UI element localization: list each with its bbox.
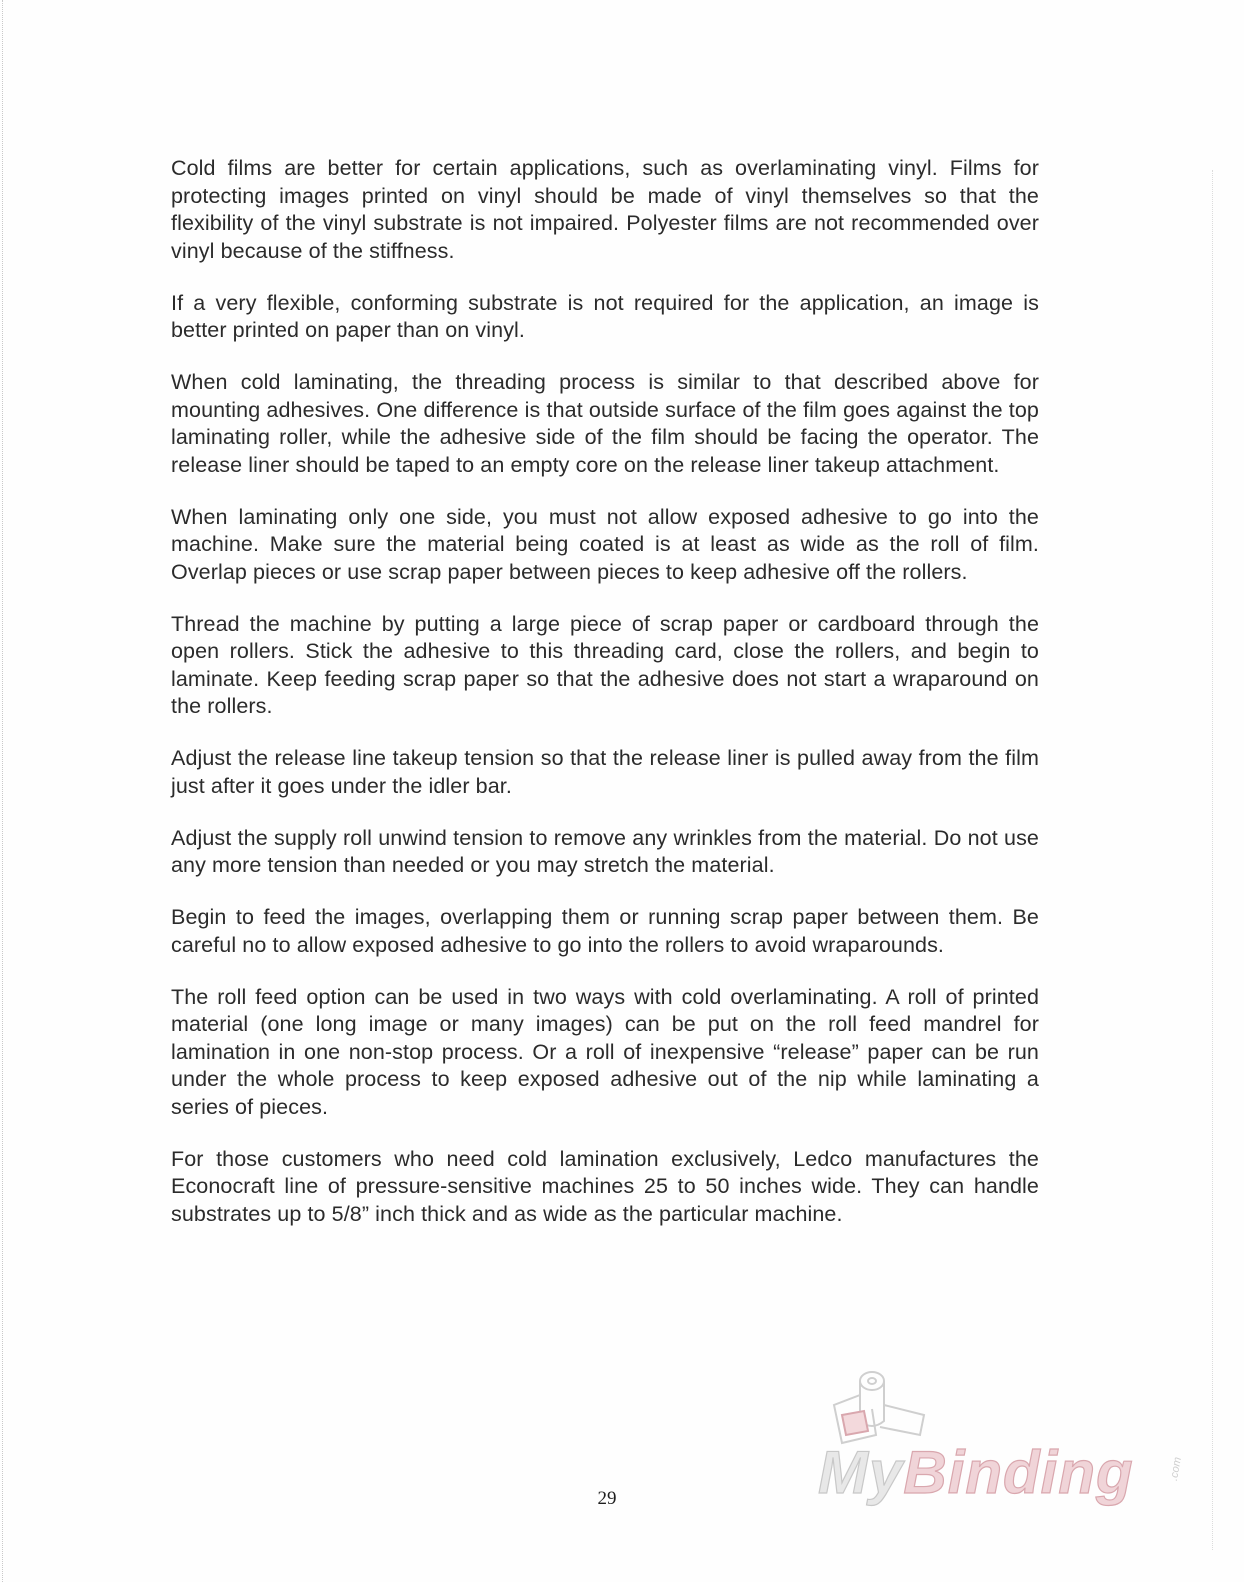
paragraph-cold-films: Cold films are better for certain applications, such as overlaminating vinyl. Films for protecting images printed on vinyl should be made of vinyl themselves so that the flexibility of the vinyl substrate is not impaired. Polyester films are not recommended over vinyl because of the stiffness. xyxy=(171,156,1039,263)
watermark-suffix: .com xyxy=(1167,1456,1184,1482)
watermark-brand-part1: My xyxy=(818,1439,904,1506)
paragraph-econocraft: For those customers who need cold lamination exclusively, Ledco manufactures the Econocraft line of pressure-sensitive machines 25 to 50 inches wide. They can handle substrates up to 5/8” inch thick and as wide as the particular machine. xyxy=(171,1146,1039,1226)
paragraph-threading-process: When cold laminating, the threading process is similar to that described above for mounting adhesives. One difference is that outside surface of the film goes against the top laminating roller, while the adhesive side of the film should be facing the operator. The release liner should be taped to an empty core on the release liner takeup attachment. xyxy=(171,370,1039,477)
paper-roll-logo-icon xyxy=(820,1365,940,1449)
watermark-brand-part2: Binding xyxy=(903,1439,1134,1506)
paragraph-feed-images: Begin to feed the images, overlapping them or running scrap paper between them. Be careful no to allow exposed adhesive to go into the rollers to avoid wraparounds. xyxy=(171,905,1039,957)
paragraph-flexible-substrate: If a very flexible, conforming substrate is not required for the application, an image is better printed on paper than on vinyl. xyxy=(171,290,1039,342)
paragraph-takeup-tension: Adjust the release line takeup tension so that the release liner is pulled away from the film just after it goes under the idler bar. xyxy=(171,746,1039,798)
paragraph-unwind-tension: Adjust the supply roll unwind tension to remove any wrinkles from the material. Do not use any more tension than needed or you may stretch the material. xyxy=(171,825,1039,877)
scan-edge-right xyxy=(1212,170,1214,1550)
watermark-brand xyxy=(818,1439,1134,1506)
paragraph-roll-feed-option: The roll feed option can be used in two ways with cold overlaminating. A roll of printed material (one long image or many images) can be put on the roll feed mandrel for lamination in one non-stop process. Or a roll of inexpensive “release” paper can be run under the whole process to keep exposed adhesive out of the nip while laminating a series of pieces. xyxy=(171,984,1039,1119)
paragraph-one-side-lamination: When laminating only one side, you must not allow exposed adhesive to go into the machine. Make sure the material being coated is at least as wide as the roll of film. Overlap pieces or use scrap paper between pieces to keep adhesive off the rollers. xyxy=(171,504,1039,584)
mybinding-watermark xyxy=(812,1365,1202,1515)
paragraph-thread-machine: Thread the machine by putting a large piece of scrap paper or cardboard through the open rollers. Stick the adhesive to this threading card, close the rollers, and begin to laminate. Keep feeding scrap paper so that the adhesive does not start a wraparound on the rollers. xyxy=(171,611,1039,718)
scan-edge-left xyxy=(2,0,4,1582)
page-body xyxy=(171,155,1039,1253)
page-number: 29 xyxy=(597,1488,617,1509)
